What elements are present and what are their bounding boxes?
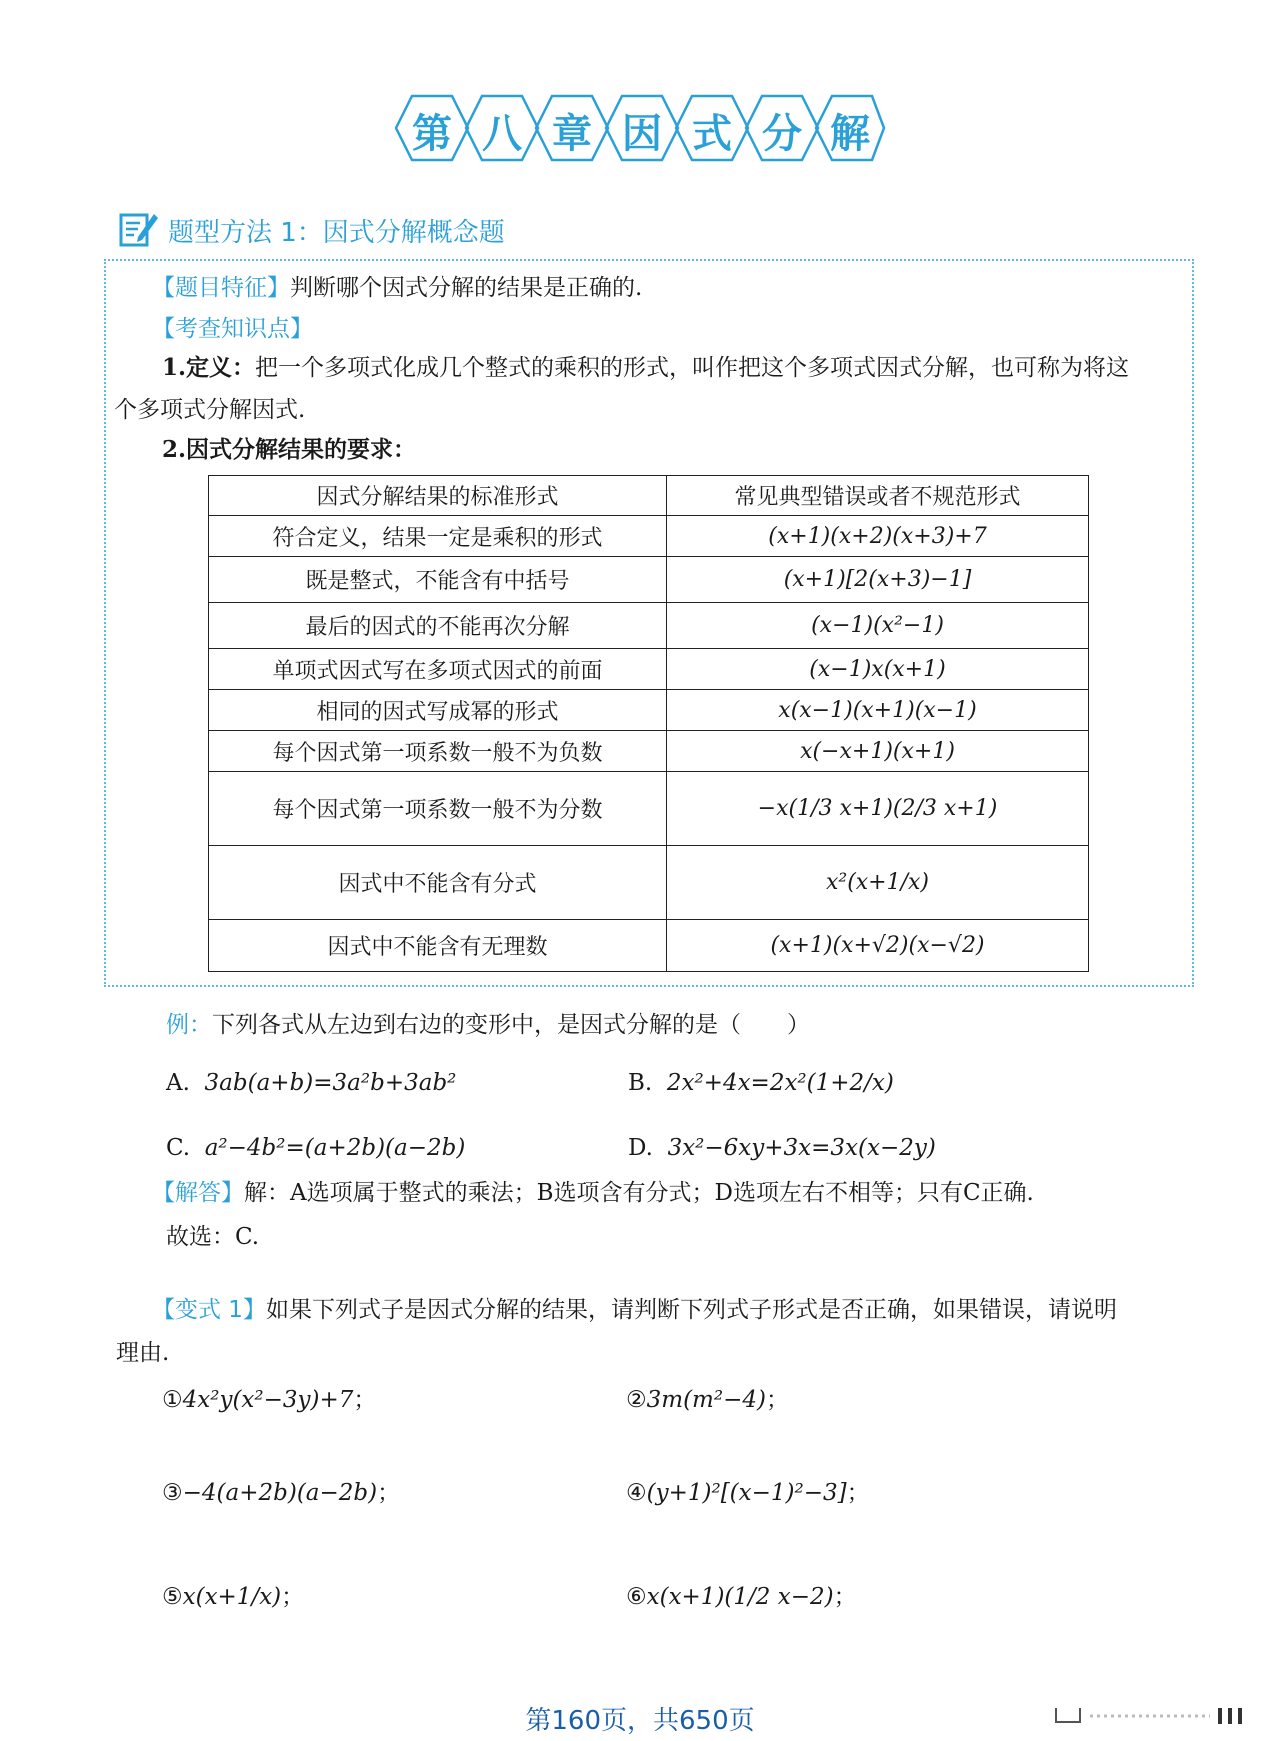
table-row (209, 649, 1089, 690)
variant-text-2: 理由. (116, 1340, 170, 1366)
item-expr: (y+1)²[(x−1)²−3] (646, 1480, 847, 1506)
table-row (209, 920, 1089, 972)
table-header-row (209, 476, 1089, 516)
requirements-title: 2.因式分解结果的要求： (162, 436, 417, 463)
banner-char: 第 (412, 111, 452, 157)
table-row (209, 557, 1089, 603)
example-label: 例： (166, 1012, 212, 1038)
rule-cell: 符合定义，结果一定是乘积的形式 (209, 516, 667, 557)
table-row (209, 846, 1089, 920)
item-sep: ； (833, 1584, 857, 1610)
item-expr: 3m(m²−4) (646, 1387, 766, 1413)
rule-cell: 单项式因式写在多项式因式的前面 (209, 649, 667, 690)
banner-char: 因 (622, 111, 662, 157)
item-sep: ； (765, 1387, 789, 1413)
features-label: 【题目特征】 (152, 275, 290, 301)
banner-char: 分 (762, 111, 802, 157)
features-line (152, 273, 642, 303)
option-c (166, 1133, 465, 1163)
variant-label: 【变式 1】 (152, 1297, 266, 1323)
option-expr: 2x²+4x=2x²(1+2/x) (666, 1070, 894, 1096)
item-number: ⑥ (626, 1584, 647, 1610)
edit-notebook-icon (118, 210, 160, 250)
features-text: 判断哪个因式分解的结果是正确的. (290, 275, 643, 301)
option-b (628, 1068, 894, 1098)
example-cell: x(−x+1)(x+1) (667, 731, 1089, 772)
table-row (209, 772, 1089, 846)
item-sep: ； (377, 1480, 401, 1506)
variant-item-6 (626, 1582, 857, 1612)
banner-char: 式 (692, 111, 732, 157)
option-key: A. (166, 1070, 190, 1096)
option-expr: a²−4b²=(a+2b)(a−2b) (204, 1135, 466, 1161)
rule-cell: 每个因式第一项系数一般不为负数 (209, 731, 667, 772)
table-row (209, 516, 1089, 557)
item-expr: −4(a+2b)(a−2b) (182, 1480, 378, 1506)
example-cell: x²(x+1/x) (667, 846, 1089, 920)
solution-line (152, 1178, 1034, 1208)
chapter-banner (392, 92, 888, 164)
item-number: ② (626, 1387, 647, 1413)
variant-text-1: 如果下列式子是因式分解的结果，请判断下列式子形式是否正确，如果错误，请说明 (265, 1297, 1117, 1323)
option-d (628, 1133, 936, 1163)
item-sep: ； (353, 1387, 377, 1413)
example-cell: (x−1)(x²−1) (667, 603, 1089, 649)
toolbar-icons (1050, 1704, 1250, 1728)
banner-char: 解 (830, 111, 870, 157)
rule-cell: 每个因式第一项系数一般不为分数 (209, 772, 667, 846)
bar-icon (1218, 1708, 1222, 1724)
variant-line-1 (152, 1295, 1117, 1325)
solution-text: 解：A选项属于整式的乘法；B选项含有分式；D选项左右不相等；只有C正确. (244, 1180, 1034, 1206)
example-cell: (x+1)(x+√2)(x−√2) (667, 920, 1089, 972)
option-key: C. (166, 1135, 191, 1161)
variant-item-3 (162, 1478, 400, 1508)
item-number: ① (162, 1387, 183, 1413)
page-indicator: 第160页，共650页 (525, 1706, 755, 1736)
table-row (209, 731, 1089, 772)
bar-icon (1238, 1708, 1242, 1724)
variant-item-1 (162, 1385, 376, 1415)
banner-char: 章 (552, 111, 592, 157)
example-cell: (x−1)x(x+1) (667, 649, 1089, 690)
example-cell: (x+1)[2(x+3)−1] (667, 557, 1089, 603)
example-cell: −x(1/3 x+1)(2/3 x+1) (667, 772, 1089, 846)
definition-text-1: 把一个多项式化成几个整式的乘积的形式，叫作把这个多项式因式分解，也可称为将这 (255, 355, 1130, 381)
option-a (166, 1068, 456, 1098)
rule-cell: 既是整式，不能含有中括号 (209, 557, 667, 603)
option-expr: 3ab(a+b)=3a²b+3ab² (204, 1070, 457, 1096)
item-number: ③ (162, 1480, 183, 1506)
table-row (209, 690, 1089, 731)
item-number: ④ (626, 1480, 647, 1506)
rule-cell: 最后的因式的不能再次分解 (209, 603, 667, 649)
definition-line-1 (162, 353, 1129, 383)
item-sep: ； (281, 1584, 305, 1610)
variant-item-2 (626, 1385, 789, 1415)
item-number: ⑤ (162, 1584, 183, 1610)
rule-cell: 相同的因式写成幂的形式 (209, 690, 667, 731)
variant-item-4 (626, 1478, 870, 1508)
item-expr: 4x²y(x²−3y)+7 (182, 1387, 354, 1413)
knowledge-label: 【考查知识点】 (152, 316, 313, 342)
rule-cell: 因式中不能含有无理数 (209, 920, 667, 972)
table-row (209, 603, 1089, 649)
example-cell: x(x−1)(x+1)(x−1) (667, 690, 1089, 731)
variant-item-5 (162, 1582, 304, 1612)
example-cell: (x+1)(x+2)(x+3)+7 (667, 516, 1089, 557)
example-text: 下列各式从左边到右边的变形中，是因式分解的是（ ） (212, 1012, 810, 1038)
bar-icon (1228, 1708, 1232, 1724)
section-heading (118, 208, 505, 252)
solution-answer: 故选：C. (166, 1224, 260, 1250)
rule-cell: 因式中不能含有分式 (209, 846, 667, 920)
requirements-table (208, 475, 1089, 972)
example-question (166, 1010, 810, 1040)
section-title: 题型方法 1：因式分解概念题 (168, 217, 505, 248)
option-key: B. (628, 1070, 653, 1096)
tray-icon (1056, 1708, 1080, 1722)
table-header: 常见典型错误或者不规范形式 (667, 476, 1089, 516)
table-header: 因式分解结果的标准形式 (209, 476, 667, 516)
banner-char: 八 (482, 111, 522, 157)
definition-text-2: 个多项式分解因式. (114, 397, 306, 423)
item-sep: ； (846, 1480, 870, 1506)
item-expr: x(x+1)(1/2 x−2) (646, 1584, 834, 1610)
option-key: D. (628, 1135, 653, 1161)
item-expr: x(x+1/x) (182, 1584, 282, 1610)
option-expr: 3x²−6xy+3x=3x(x−2y) (667, 1135, 936, 1161)
solution-label: 【解答】 (152, 1180, 244, 1206)
definition-lead: 1.定义： (162, 354, 256, 381)
